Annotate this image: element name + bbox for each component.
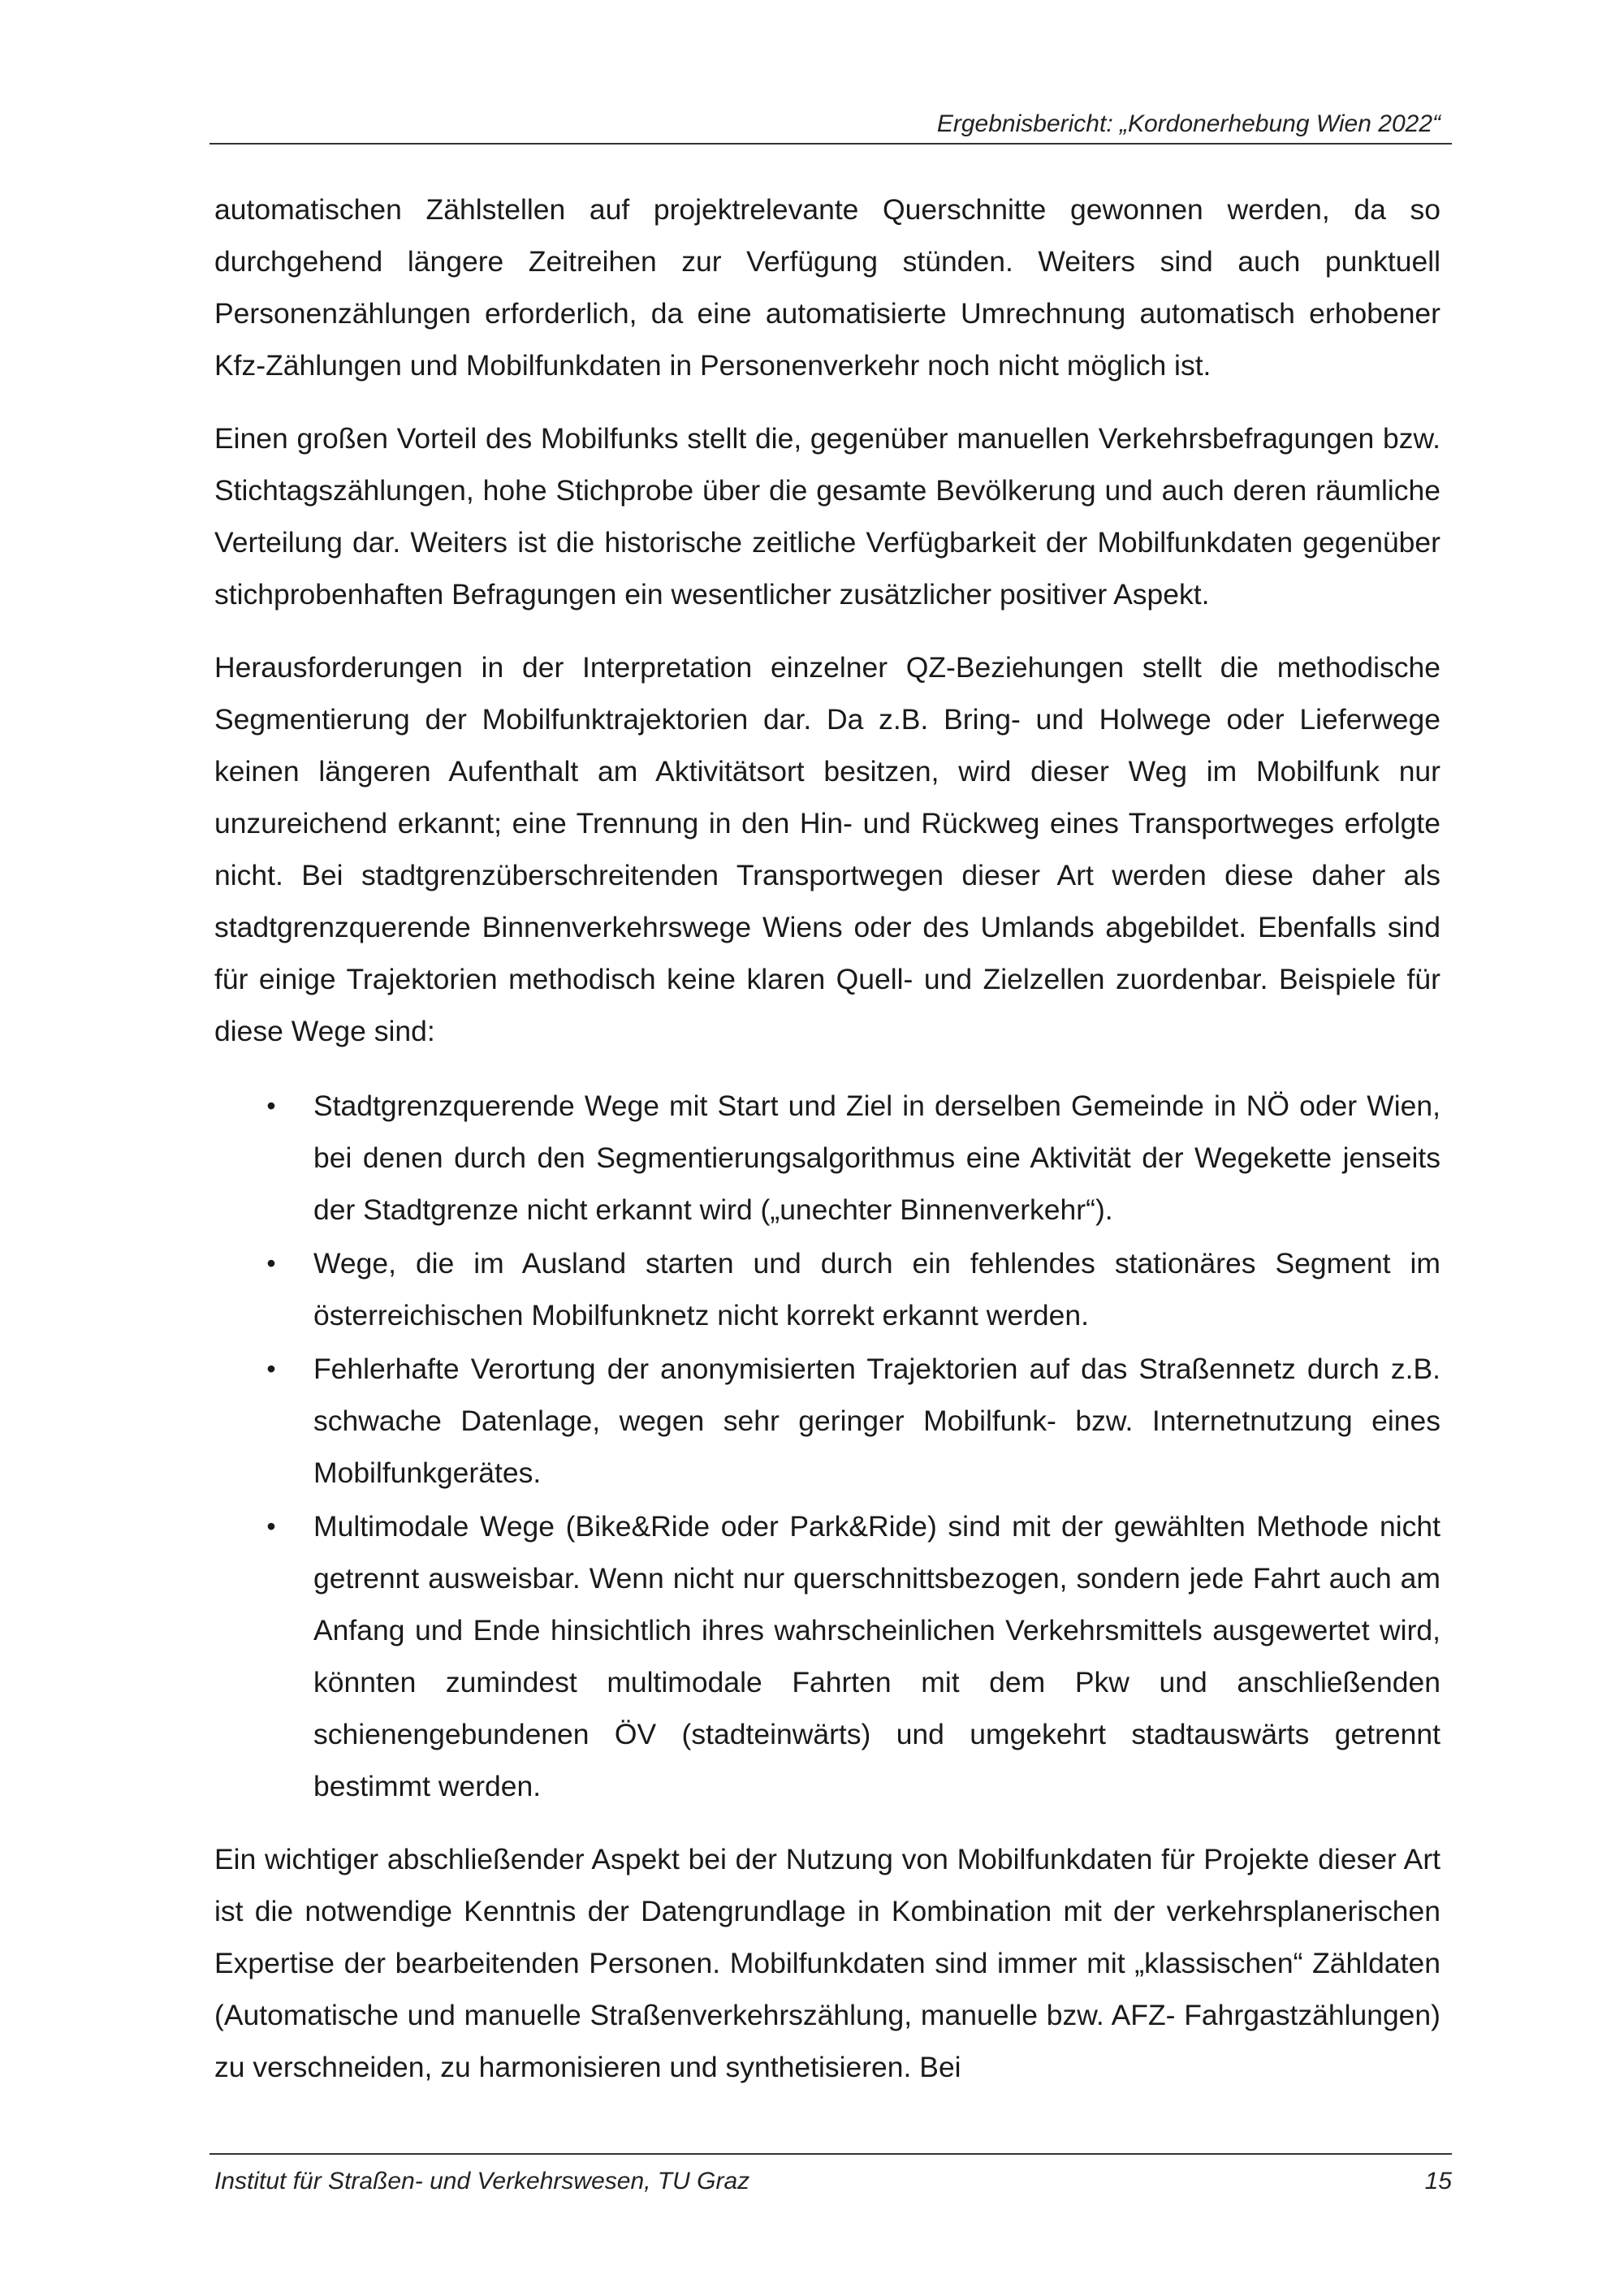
body-content — [214, 183, 1440, 2114]
page-number: 15 — [1424, 2168, 1452, 2195]
institute-name: Institut für Straßen- und Verkehrswesen, TU Graz — [214, 2168, 750, 2195]
page-footer — [209, 2153, 1452, 2203]
page-header — [209, 107, 1452, 145]
paragraph-closing: Ein wichtiger abschließender Aspekt bei der Nutzung von Mobilfunkdaten für Projekte dieser Art ist die notwendige Kenntnis der Datengrundlage in Kombination mit der verkehrsplanerischen Expertise der bearbeitenden Personen. Mobilfunkdaten sind immer mit „klassischen“ Zähldaten (Automatische und manuelle Straßenverkehrszählung, manuelle bzw. AFZ- Fahrgastzählungen) zu verschneiden, zu harmonisieren und synthetisieren. Bei — [214, 1843, 1440, 2083]
bullet-icon: • — [266, 1091, 276, 1120]
list-item-text: Stadtgrenzquerende Wege mit Start und Ziel in derselben Gemeinde in NÖ oder Wien, bei denen durch den Segmentierungsalgorithmus eine Aktivität der Wegekette jenseits der Stadtgrenze nicht erkannt wird („unechter Binnenverkehr“). — [313, 1090, 1440, 1226]
bullet-icon: • — [266, 1249, 276, 1278]
list-item — [214, 1237, 1440, 1341]
list-item-text: Fehlerhafte Verortung der anonymisierten Trajektorien auf das Straßennetz durch z.B. schwache Datenlage, wegen sehr geringer Mobilfunk- bzw. Internetnutzung eines Mobilfunkgerätes. — [313, 1353, 1440, 1489]
bullet-icon: • — [266, 1354, 276, 1383]
paragraph-2: Einen großen Vorteil des Mobilfunks stellt die, gegenüber manuellen Verkehrsbefragungen bzw. Stichtagszählungen, hohe Stichprobe über die gesamte Bevölkerung und auch deren räumliche Verteilung dar. Weiters ist die historische zeitliche Verfügbarkeit der Mobilfunkdaten gegenüber stichprobenhaften Befragungen ein wesentlicher zusätzlicher positiver Aspekt. — [214, 422, 1440, 611]
report-title: Ergebnisbericht: „Kordonerhebung Wien 2022“ — [936, 110, 1440, 137]
list-item — [214, 1500, 1440, 1812]
list-item — [214, 1343, 1440, 1499]
list-item-text: Wege, die im Ausland starten und durch ein fehlendes stationäres Segment im österreichischen Mobilfunknetz nicht korrekt erkannt werden. — [313, 1247, 1440, 1331]
paragraph-1: automatischen Zählstellen auf projektrelevante Querschnitte gewonnen werden, da so durchgehend längere Zeitreihen zur Verfügung stünden. Weiters sind auch punktuell Personenzählungen erforderlich, da eine automatisierte Umrechnung automatisch erhobener Kfz-Zählungen und Mobilfunkdaten in Personenverkehr noch nicht möglich ist. — [214, 193, 1440, 382]
bullet-icon: • — [266, 1512, 276, 1541]
examples-list — [214, 1080, 1440, 1812]
list-item — [214, 1080, 1440, 1236]
list-item-text: Multimodale Wege (Bike&Ride oder Park&Ride) sind mit der gewählten Methode nicht getrennt ausweisbar. Wenn nicht nur querschnittsbezogen, sondern jede Fahrt auch am Anfang und Ende hinsichtlich ihres wahrscheinlichen Verkehrsmittels ausgewertet wird, könnten zumindest multimodale Fahrten mit dem Pkw und anschließenden schienengebundenen ÖV (stadteinwärts) und umgekehrt stadtauswärts getrennt bestimmt werden. — [313, 1510, 1440, 1802]
paragraph-3: Herausforderungen in der Interpretation einzelner QZ-Beziehungen stellt die methodische Segmentierung der Mobilfunktrajektorien dar. Da z.B. Bring- und Holwege oder Lieferwege keinen längeren Aufenthalt am Aktivitätsort besitzen, wird dieser Weg im Mobilfunk nur unzureichend erkannt; eine Trennung in den Hin- und Rückweg eines Transportweges erfolgte nicht. Bei stadtgrenzüberschreitenden Transportwegen dieser Art werden diese daher als stadtgrenzquerende Binnenverkehrswege Wiens oder des Umlands abgebildet. Ebenfalls sind für einige Trajektorien methodisch keine klaren Quell- und Zielzellen zuordenbar. Beispiele für diese Wege sind: — [214, 651, 1440, 1047]
